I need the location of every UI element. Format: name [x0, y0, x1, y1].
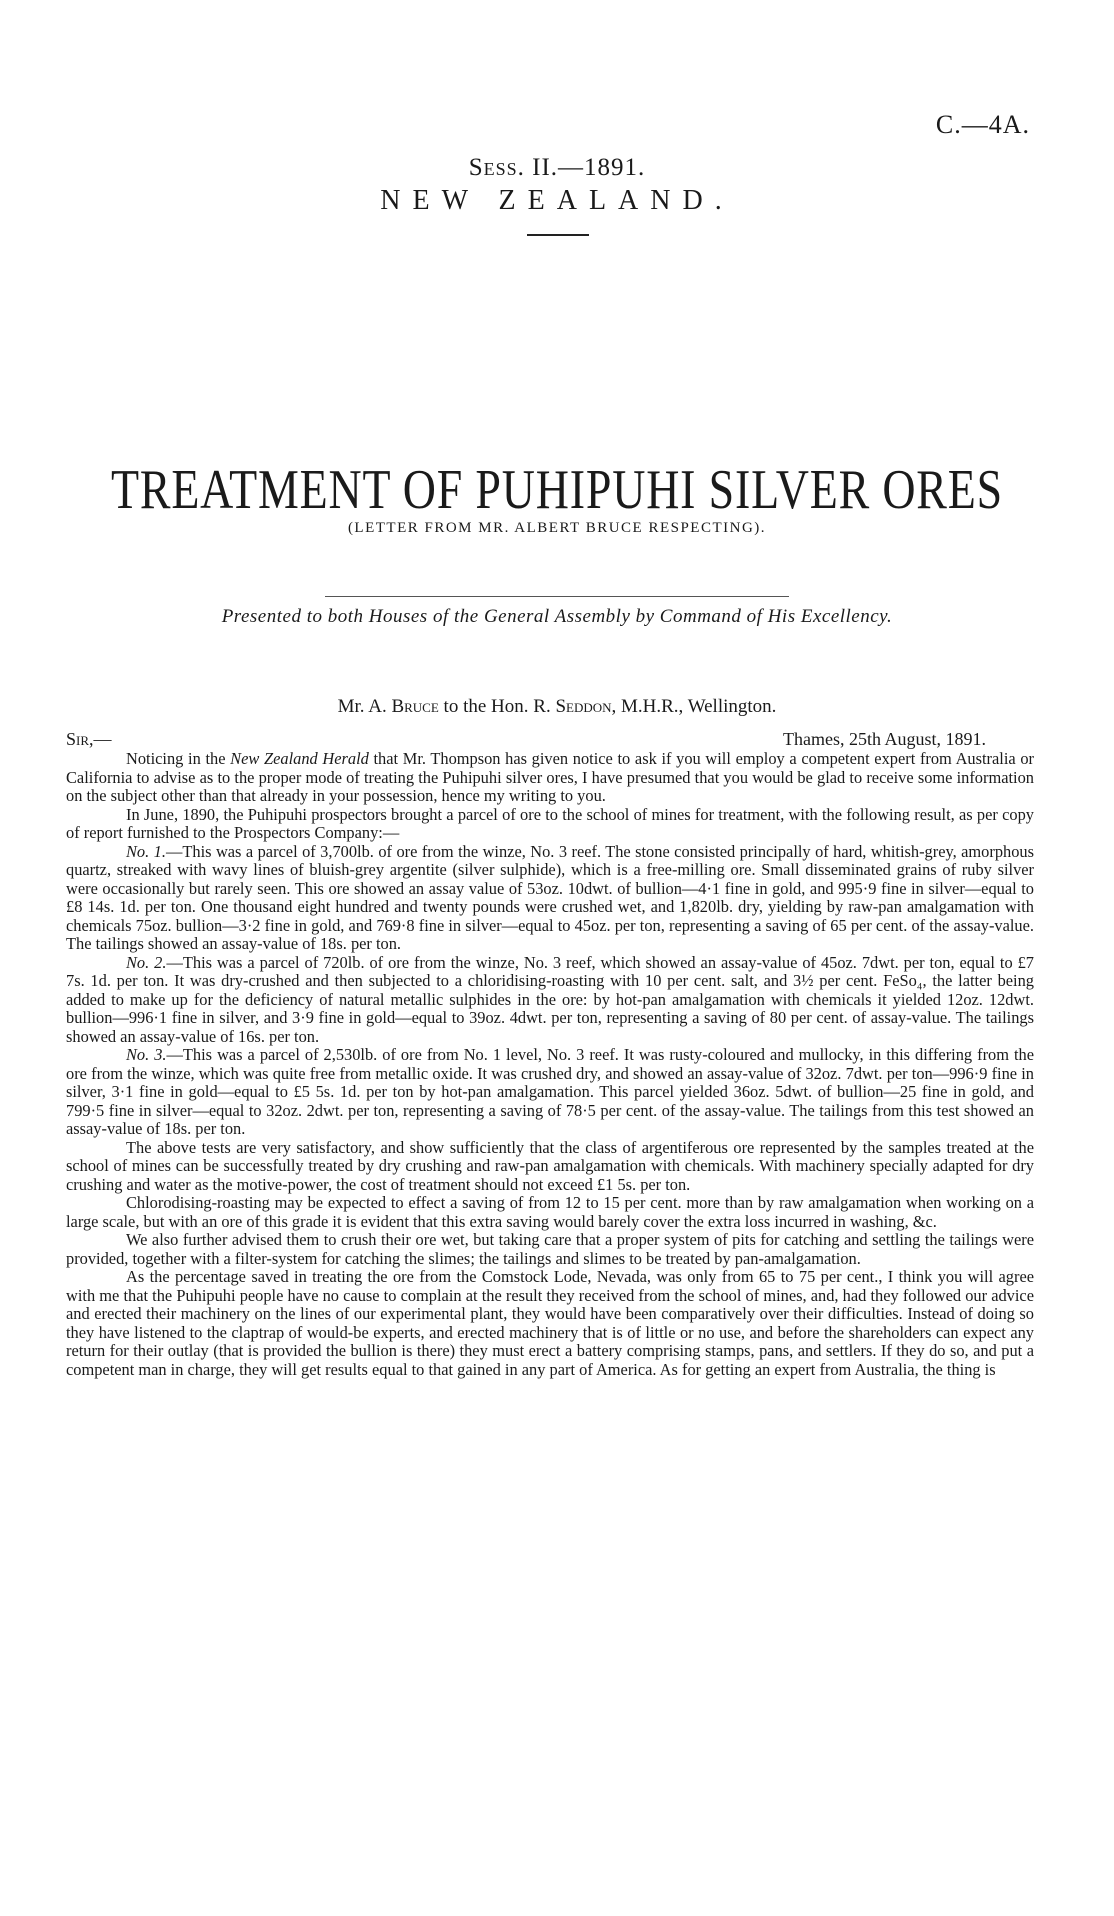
paragraph-4-text: —This was a parcel of 720lb. of ore from the winze, No. 3 reef, which showed an assay-value of 45oz. 7dwt. per ton, equal to £7 7s. 1d. per ton. It was dry-crushed and then subjected to a chloridising-roasting with 10 per cent. salt, and 3½ per cent. FeSo₄, the latter being added to make up for the deficiency of natural metallic sulphides in the ore: by hot-pan amalgamation with chemicals it yielded 12oz. 12dwt. bullion—996·1 fine in silver, and 3·9 fine in gold—equal to 39oz. 4dwt. per ton, representing a saving of 80 per cent. of assay-value. The tailings showed an assay-value of 16s. per ton.	[66, 952, 1034, 1046]
paragraph-8: We also further advised them to crush their ore wet, but taking care that a proper system of pits for catching and settling the tailings were provided, together with a filter-system for catching the slimes; the tailings and slimes to be treated by pan-amalgamation.	[66, 1230, 1034, 1268]
paragraph-3-text: —This was a parcel of 3,700lb. of ore from the winze, No. 3 reef. The stone consisted principally of hard, whitish-grey, amorphous quartz, streaked with wavy lines of bluish-grey argentite (silver sulphide), which is a free-milling ore. Small disseminated grains of ruby silver were occasionally but rarely seen. This ore showed an assay value of 53oz. 10dwt. of bullion—4·1 fine in gold, and 995·9 fine in silver—equal to £8 14s. 1d. per ton. One thousand eight hundred and twenty pounds were crushed wet, and 1,820lb. dry, yielding by raw-pan amalgamation with chemicals 75oz. bullion—3·2 fine in gold, and 769·8 fine in silver—equal to 45oz. per ton, representing a saving of 65 per cent. of the assay-value. The tailings showed an assay-value of 18s. per ton.	[66, 841, 1034, 953]
letter-dateline: Thames, 25th August, 1891.	[783, 729, 986, 749]
paragraph-5-text: —This was a parcel of 2,530lb. of ore from No. 1 level, No. 3 reef. It was rusty-coloured and mullocky, in this differing from the ore from the winze, which was quite free from metallic oxide. It was crushed dry, and showed an assay-value of 32oz. 7dwt. per ton—996·9 fine in silver, 3·1 fine in gold—equal to £5 5s. 1d. per ton by hot-pan amalgamation. This parcel yielded 36oz. 5dwt. of bullion—25 fine in gold, and 799·5 fine in silver—equal to 32oz. 2dwt. per ton, representing a saving of 78·5 per cent. of the assay-value. The tailings from this test showed an assay-value of 18s. per ton.	[66, 1045, 1034, 1138]
letter-from-name: Bruce	[391, 696, 439, 717]
document-reference: C.—4A.	[935, 110, 1030, 139]
letter-to-name: R. Seddon	[533, 696, 612, 717]
letter-address-line	[0, 696, 1114, 718]
paragraph-4	[66, 954, 1034, 1047]
paragraph-2: In June, 1890, the Puhipuhi prospectors brought a parcel of ore to the school of mines for treatment, with the following result, as per copy of report furnished to the Prospectors Company:—	[66, 804, 1034, 842]
letter-to-suffix: , M.H.R., Wellington.	[611, 696, 777, 717]
paragraph-1-rest: that Mr. Thompson has given notice to ask if you will employ a competent expert from Australia or California to advise as to the proper mode of treating the Puhipuhi silver ores, I have presumed that you would be glad to receive some information on the subject other than that already in your possession, hence my writing to you.	[66, 749, 1034, 805]
presented-divider	[325, 596, 789, 597]
presented-line: Presented to both Houses of the General Assembly by Command of His Excellency.	[221, 606, 893, 627]
letter-body	[66, 750, 1034, 1379]
test-label-2: No. 2.	[126, 952, 167, 972]
letter-to-text: to the Hon.	[438, 696, 534, 717]
paragraph-1-start: Noticing in the	[126, 749, 231, 768]
session-line: Sess. II.—1891.	[468, 154, 646, 181]
document-subtitle: (LETTER FROM MR. ALBERT BRUCE RESPECTING).	[347, 520, 767, 536]
test-label-1: No. 1.	[126, 841, 166, 861]
letter-from-prefix: Mr. A.	[337, 696, 392, 717]
paragraph-7: Chlorodising-roasting may be expected to effect a saving of from 12 to 15 per cent. more than by raw amalgamation when working on a large scale, but with an ore of this grade it is evident that this extra saving would barely cover the extra loss incurred in washing, &c.	[66, 1193, 1034, 1231]
paragraph-6: The above tests are very satisfactory, and show sufficiently that the class of argentiferous ore represented by the samples treated at the school of mines can be successfully treated by dry crushing and raw-pan amalgamation with chemicals. With machinery specially adapted for dry crushing and water as the motive-power, the cost of treatment should not exceed £1 5s. per ton.	[66, 1137, 1034, 1194]
salutation: Sir,—	[66, 729, 112, 749]
newspaper-name: New Zealand Herald	[230, 749, 369, 768]
paragraph-1	[66, 750, 1034, 806]
paragraph-9: As the percentage saved in treating the ore from the Comstock Lode, Nevada, was only from 65 to 75 per cent., I think you will agree with me that the Puhipuhi people have no cause to complain at the result they received from the school of mines, and, had they followed our advice and erected their machinery on the lines of our experimental plant, they would have been comparatively over their difficulties. Instead of doing so they have listened to the claptrap of would-be experts, and erected machinery that is of little or no use, and before the shareholders can expect any return for their outlay (that is provided the bullion is there) they must erect a battery comprising stamps, pans, and settlers. If they do so, and put a competent man in charge, they will get results equal to that gained in any part of America. As for getting an expert from Australia, the thing is	[66, 1267, 1034, 1379]
test-label-3: No. 3.	[126, 1045, 167, 1064]
document-title: TREATMENT OF PUHIPUHI SILVER ORES	[110, 459, 1003, 521]
country-heading: NEW ZEALAND.	[380, 185, 734, 216]
header-divider	[527, 234, 589, 236]
paragraph-5	[66, 1046, 1034, 1139]
paragraph-3	[66, 843, 1034, 954]
